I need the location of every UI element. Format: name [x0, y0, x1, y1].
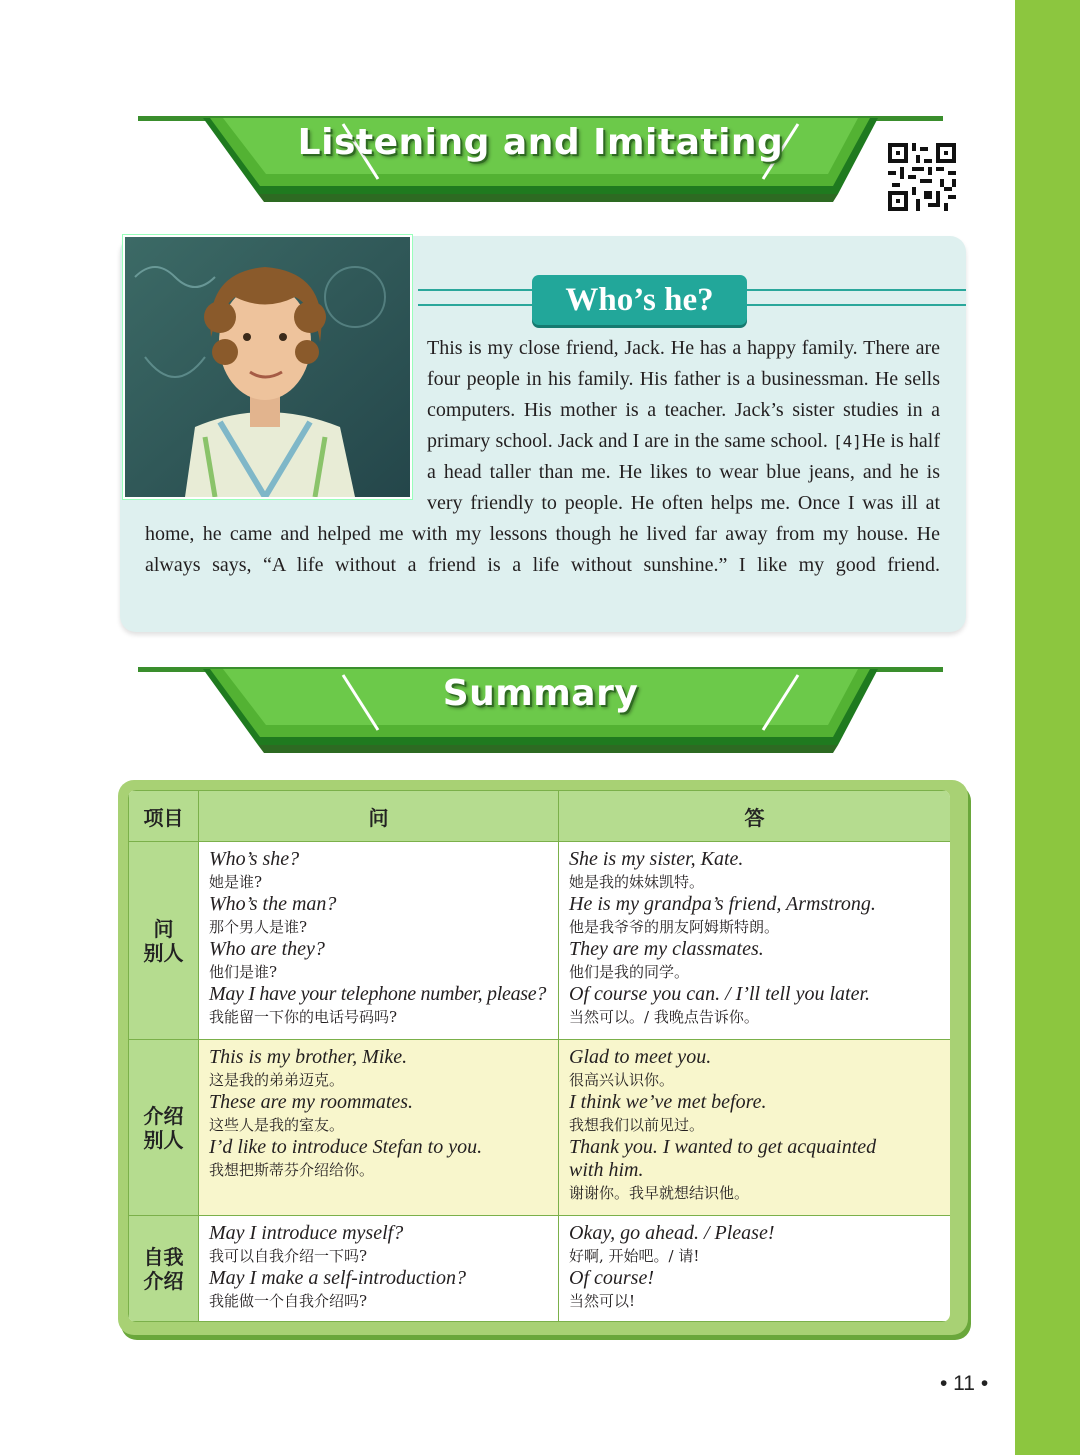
heading-rule-right [746, 289, 966, 291]
summary-title: Summary [442, 673, 639, 714]
summary-banner [138, 665, 943, 745]
listening-banner [138, 114, 943, 194]
qr-code-icon [888, 143, 956, 211]
col-header-question: 问 [199, 791, 559, 842]
answer-cell: She is my sister, Kate. 她是我的妹妹凯特。 He is my grandpa’s friend, Armstrong. 他是我爷爷的朋友阿姆斯特朗。 They are my classmates. 他们是我的同学。 Of course you can. / I’ll tell you later. 当然可以。/ 我晚点告诉你。 [559, 842, 951, 1040]
passage-heading: Who’s he? [532, 275, 747, 325]
note-marker: [4] [833, 432, 862, 451]
row-category: 自我 介绍 [129, 1216, 199, 1322]
answer-cell: Glad to meet you. 很高兴认识你。 I think we’ve met before. 我想我们以前见过。 Thank you. I wanted to get acquainted with him. 谢谢你。我早就想结识他。 [559, 1040, 951, 1216]
row-category: 介绍 别人 [129, 1040, 199, 1216]
answer-cell: Okay, go ahead. / Please! 好啊, 开始吧。/ 请! Of course! 当然可以! [559, 1216, 951, 1322]
heading-rule-right-2 [746, 304, 966, 306]
table-row [129, 1040, 951, 1216]
passage-text-part2: He is half a head taller than me. He likes to wear blue jeans, and he is very friendly to people. He often helps me. Once I was ill at home, he came and helped me with my lessons though he lived far away from my house. He always says, “A life without a friend is a life without sunshine.” I like my good friend. [145, 430, 940, 576]
question-cell: This is my brother, Mike. 这是我的弟弟迈克。 These are my roommates. 这些人是我的室友。 I’d like to introduce Stefan to you. 我想把斯蒂芬介绍给你。 [199, 1040, 559, 1216]
heading-rule-left [418, 289, 534, 291]
table-row [129, 842, 951, 1040]
passage-text-part1: This is my close friend, Jack. He has a happy family. There are four people in his family. His father is a businessman. He sells computers. His mother is a teacher. Jack’s sister studies in a primary school. Jack and I are in the same school. [427, 337, 940, 452]
passage-text [145, 333, 940, 581]
section-title: Listening and Imitating [297, 122, 784, 163]
question-cell: May I introduce myself? 我可以自我介绍一下吗? May I make a self-introduction? 我能做一个自我介绍吗? [199, 1216, 559, 1322]
heading-rule-left-2 [418, 304, 534, 306]
summary-table [128, 790, 950, 1322]
col-header-item: 项目 [129, 791, 199, 842]
side-color-bar [1015, 0, 1080, 1455]
table-row [129, 1216, 951, 1322]
question-cell: Who’s she? 她是谁? Who’s the man? 那个男人是谁? Who are they? 他们是谁? May I have your telephone number, please? 我能留一下你的电话号码吗? [199, 842, 559, 1040]
page-number: • 11 • [940, 1372, 989, 1395]
col-header-answer: 答 [559, 791, 951, 842]
row-category: 问 别人 [129, 842, 199, 1040]
